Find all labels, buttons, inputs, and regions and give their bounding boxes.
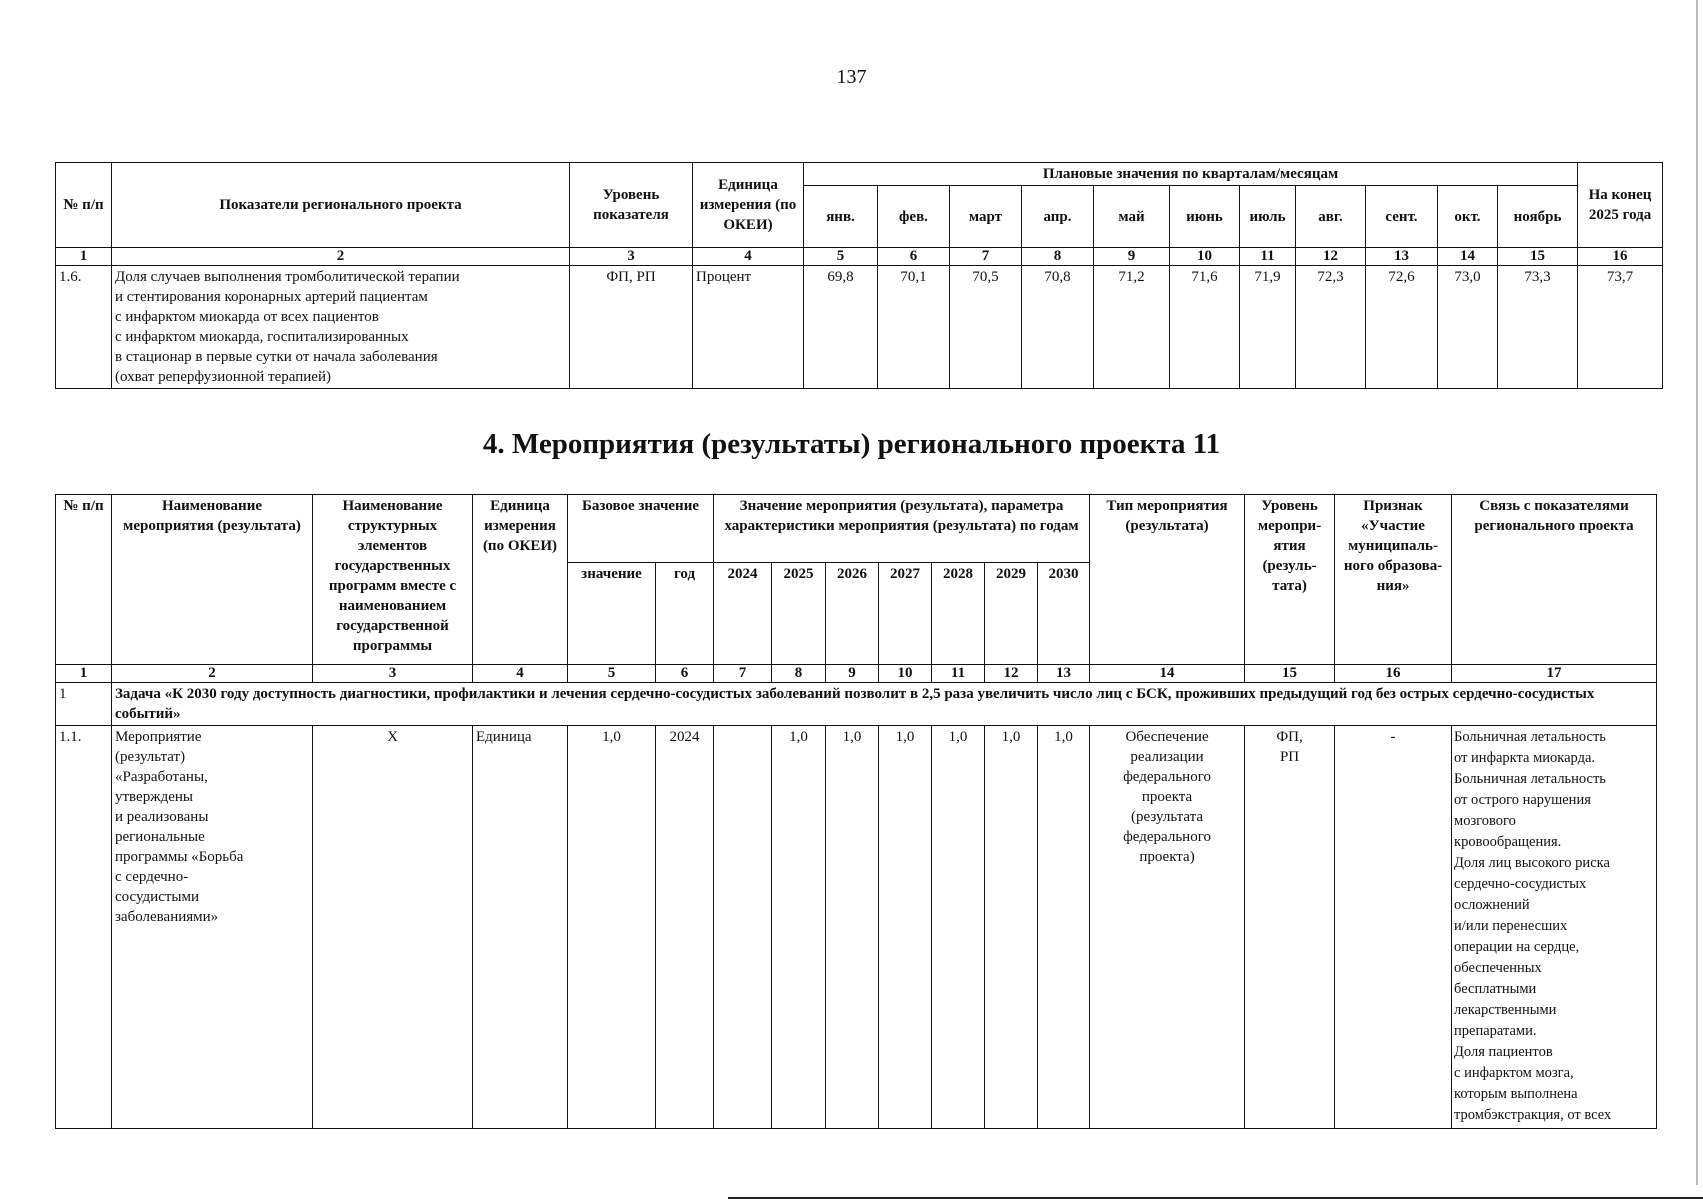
header-indicator-name: Показатели регионального проекта <box>112 163 570 248</box>
row-measure-name: Мероприятие (результат) «Разработаны, утверждены и реализованы региональные программы «Борьба с сердечно- сосудистыми заболеваниями» <box>112 726 313 1129</box>
row-value: 71,6 <box>1170 266 1240 389</box>
column-number: 13 <box>1366 248 1438 266</box>
column-number: 14 <box>1438 248 1498 266</box>
row-level: ФП, РП <box>1245 726 1335 1129</box>
column-number: 5 <box>804 248 878 266</box>
row-unit: Единица <box>473 726 568 1129</box>
header-month: авг. <box>1296 186 1366 248</box>
column-number: 3 <box>313 665 473 683</box>
scan-edge-line <box>1696 0 1698 1185</box>
row-structural: Х <box>313 726 473 1129</box>
row-value: 71,9 <box>1240 266 1296 389</box>
column-number: 1 <box>56 665 112 683</box>
column-number: 2 <box>112 248 570 266</box>
header-year: 2028 <box>932 563 985 665</box>
column-number-row <box>56 248 1663 266</box>
header-measure-name: Наименование мероприятия (результата) <box>112 495 313 665</box>
row-value: 73,0 <box>1438 266 1498 389</box>
header-year: 2026 <box>826 563 879 665</box>
column-number: 12 <box>1296 248 1366 266</box>
header-unit: Единица измерения (по ОКЕИ) <box>473 495 568 665</box>
column-number: 2 <box>112 665 313 683</box>
row-value: 73,3 <box>1498 266 1578 389</box>
row-end-of-year: 73,7 <box>1578 266 1663 389</box>
column-number: 10 <box>1170 248 1240 266</box>
header-link: Связь с показателями регионального проекта <box>1452 495 1657 665</box>
column-number: 3 <box>570 248 693 266</box>
row-num: 1.1. <box>56 726 112 1129</box>
task-row <box>56 683 1657 726</box>
measures-table <box>55 494 1657 1129</box>
header-structural: Наименование структурных элементов государственных программ вместе с наименованием государственной программы <box>313 495 473 665</box>
column-number: 10 <box>879 665 932 683</box>
row-level: ФП, РП <box>570 266 693 389</box>
header-month: ноябрь <box>1498 186 1578 248</box>
header-base-year: год <box>656 563 714 665</box>
header-value-group: Значение мероприятия (результата), параметра характеристики мероприятия (результата) по годам <box>714 495 1090 563</box>
header-month: окт. <box>1438 186 1498 248</box>
row-year-value <box>714 726 772 1129</box>
column-number: 16 <box>1335 665 1452 683</box>
column-number-row <box>56 665 1657 683</box>
column-number: 4 <box>693 248 804 266</box>
row-base-value: 1,0 <box>568 726 656 1129</box>
header-month: июль <box>1240 186 1296 248</box>
row-value: 72,3 <box>1296 266 1366 389</box>
indicators-table <box>55 162 1663 389</box>
row-year-value: 1,0 <box>985 726 1038 1129</box>
column-number: 5 <box>568 665 656 683</box>
column-number: 11 <box>1240 248 1296 266</box>
section-title: 4. Мероприятия (результаты) регионального проекта 11 <box>482 428 1221 460</box>
row-unit: Процент <box>693 266 804 389</box>
row-value: 70,1 <box>878 266 950 389</box>
row-year-value: 1,0 <box>932 726 985 1129</box>
task-text: Задача «К 2030 году доступность диагностики, профилактики и лечения сердечно-сосудистых заболеваний позволит в 2,5 раза увеличить число лиц с БСК, проживших предыдущий год без острых сердечно-сосудистых событий» <box>112 683 1657 726</box>
header-month: май <box>1094 186 1170 248</box>
column-number: 15 <box>1245 665 1335 683</box>
header-num: № п/п <box>56 495 112 665</box>
table-row <box>56 266 1663 389</box>
header-type: Тип мероприятия (результата) <box>1090 495 1245 665</box>
header-year: 2025 <box>772 563 826 665</box>
header-month: июнь <box>1170 186 1240 248</box>
header-year: 2027 <box>879 563 932 665</box>
row-year-value: 1,0 <box>1038 726 1090 1129</box>
bottom-divider <box>728 1197 1703 1199</box>
column-number: 6 <box>878 248 950 266</box>
column-number: 1 <box>56 248 112 266</box>
header-level: Уровень меропри-ятия (резуль-тата) <box>1245 495 1335 665</box>
row-year-value: 1,0 <box>826 726 879 1129</box>
column-number: 8 <box>1022 248 1094 266</box>
row-type: Обеспечение реализации федерального проекта (результата федерального проекта) <box>1090 726 1245 1129</box>
row-value: 69,8 <box>804 266 878 389</box>
page-number: 137 <box>836 66 867 88</box>
column-number: 16 <box>1578 248 1663 266</box>
row-num: 1.6. <box>56 266 112 389</box>
column-number: 7 <box>714 665 772 683</box>
header-month: фев. <box>878 186 950 248</box>
column-number: 6 <box>656 665 714 683</box>
task-num: 1 <box>56 683 112 726</box>
header-plan-group: Плановые значения по кварталам/месяцам <box>804 163 1578 186</box>
column-number: 9 <box>1094 248 1170 266</box>
column-number: 4 <box>473 665 568 683</box>
header-num: № п/п <box>56 163 112 248</box>
row-value: 70,5 <box>950 266 1022 389</box>
row-year-value: 1,0 <box>772 726 826 1129</box>
header-year: 2030 <box>1038 563 1090 665</box>
header-base-value: значение <box>568 563 656 665</box>
column-number: 8 <box>772 665 826 683</box>
column-number: 14 <box>1090 665 1245 683</box>
header-month: сент. <box>1366 186 1438 248</box>
table-row <box>56 726 1657 1129</box>
row-year-value: 1,0 <box>879 726 932 1129</box>
header-year: 2029 <box>985 563 1038 665</box>
column-number: 9 <box>826 665 879 683</box>
column-number: 11 <box>932 665 985 683</box>
header-month: март <box>950 186 1022 248</box>
row-value: 72,6 <box>1366 266 1438 389</box>
header-end-of-year: На конец 2025 года <box>1578 163 1663 248</box>
header-unit: Единица измерения (по ОКЕИ) <box>693 163 804 248</box>
header-month: апр. <box>1022 186 1094 248</box>
header-base: Базовое значение <box>568 495 714 563</box>
row-base-year: 2024 <box>656 726 714 1129</box>
row-value: 70,8 <box>1022 266 1094 389</box>
header-month: янв. <box>804 186 878 248</box>
header-level: Уровень показателя <box>570 163 693 248</box>
column-number: 12 <box>985 665 1038 683</box>
column-number: 7 <box>950 248 1022 266</box>
column-number: 13 <box>1038 665 1090 683</box>
row-municipal: - <box>1335 726 1452 1129</box>
row-link: Больничная летальность от инфаркта миокарда. Больничная летальность от острого нарушения мозгового кровообращения. Доля лиц высокого риска сердечно-сосудистых осложнений и/или перенесших операции на сердце, обеспеченных бесплатными лекарственными препаратами. Доля пациентов с инфарктом мозга, которым выполнена тромбэкстракция, от всех <box>1452 726 1657 1129</box>
column-number: 17 <box>1452 665 1657 683</box>
header-year: 2024 <box>714 563 772 665</box>
column-number: 15 <box>1498 248 1578 266</box>
row-indicator-name: Доля случаев выполнения тромболитической терапии и стентирования коронарных артерий пациентам с инфарктом миокарда от всех пациентов с инфарктом миокарда, госпитализированных в стационар в первые сутки от начала заболевания (охват реперфузионной терапией) <box>112 266 570 389</box>
header-municipal: Признак «Участие муниципаль-ного образова-ния» <box>1335 495 1452 665</box>
row-value: 71,2 <box>1094 266 1170 389</box>
